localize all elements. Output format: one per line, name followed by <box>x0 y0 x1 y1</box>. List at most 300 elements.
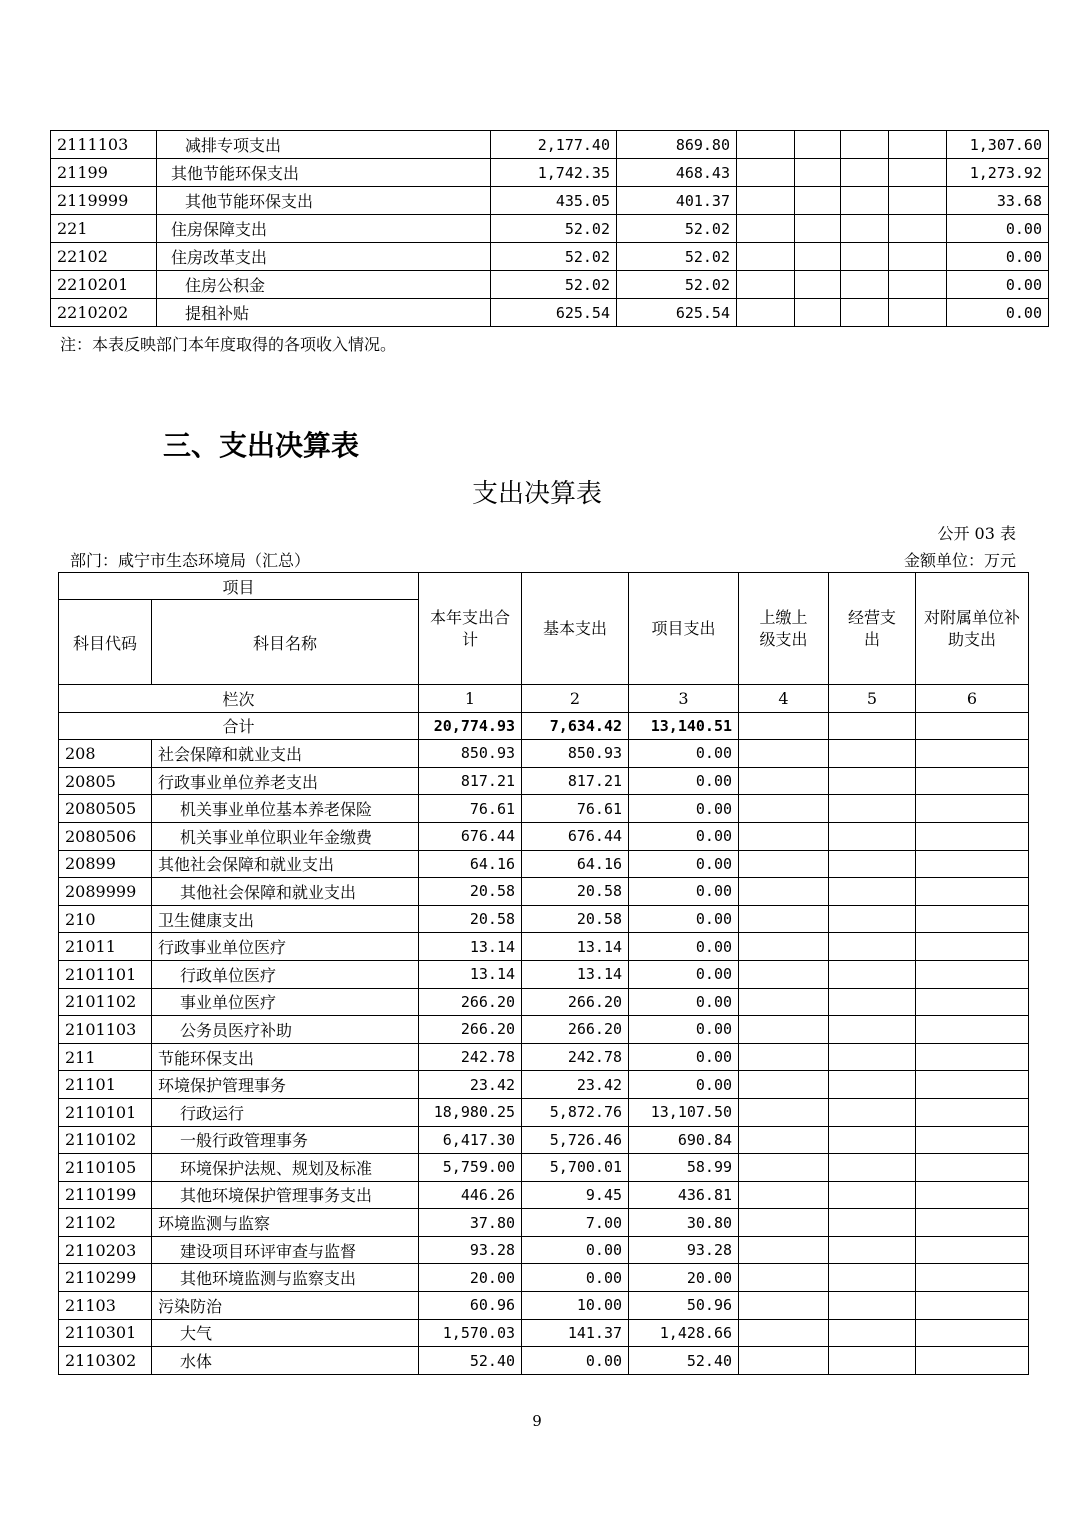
table-row <box>59 1126 1029 1154</box>
table-title: 支出决算表 <box>471 479 602 509</box>
subject-code: 2110299 <box>59 1264 152 1292</box>
table-row <box>59 1071 1029 1099</box>
upper-payment-cell <box>739 1292 829 1320</box>
subject-name: 节能环保支出 <box>152 1043 419 1071</box>
business-expenditure-cell <box>829 1043 916 1071</box>
header-code: 科目代码 <box>59 600 152 685</box>
table-note: 注：本表反映部门本年度取得的各项收入情况。 <box>60 335 397 354</box>
empty-cell <box>889 215 947 243</box>
basic-expenditure-cell: 676.44 <box>522 822 629 850</box>
total-expenditure-cell: 446.26 <box>419 1181 522 1209</box>
subject-name: 公务员医疗补助 <box>152 1016 419 1044</box>
business-expenditure-cell <box>829 1098 916 1126</box>
subject-code: 2110203 <box>59 1236 152 1264</box>
subject-code: 2119999 <box>51 187 157 215</box>
column-number: 5 <box>829 685 916 713</box>
subsidy-cell <box>916 850 1029 878</box>
upper-payment-cell <box>739 1181 829 1209</box>
upper-payment-cell <box>739 1154 829 1182</box>
empty-cell <box>889 187 947 215</box>
total-row-business <box>829 712 916 740</box>
subject-name: 机关事业单位职业年金缴费 <box>152 822 419 850</box>
subsidy-cell <box>916 1181 1029 1209</box>
table-row <box>59 1154 1029 1182</box>
subject-name: 环境保护管理事务 <box>152 1071 419 1099</box>
basic-expenditure-cell: 20.58 <box>522 905 629 933</box>
amount-cell: 0.00 <box>947 215 1049 243</box>
total-expenditure-cell: 242.78 <box>419 1043 522 1071</box>
unit-label: 金额单位：万元 <box>903 551 1016 570</box>
subject-name: 污染防治 <box>152 1292 419 1320</box>
subsidy-cell <box>916 795 1029 823</box>
project-expenditure-cell: 0.00 <box>629 905 739 933</box>
total-row-upper <box>739 712 829 740</box>
subsidy-cell <box>916 878 1029 906</box>
upper-payment-cell <box>739 933 829 961</box>
project-expenditure-cell: 436.81 <box>629 1181 739 1209</box>
basic-expenditure-cell: 0.00 <box>522 1236 629 1264</box>
subject-code: 2101102 <box>59 988 152 1016</box>
subsidy-cell <box>916 822 1029 850</box>
basic-expenditure-cell: 141.37 <box>522 1319 629 1347</box>
subject-name: 社会保障和就业支出 <box>152 740 419 768</box>
total-expenditure-cell: 20.58 <box>419 905 522 933</box>
subject-code: 210 <box>59 905 152 933</box>
subject-code: 211 <box>59 1043 152 1071</box>
upper-payment-cell <box>739 1236 829 1264</box>
page-number: 9 <box>532 1412 542 1430</box>
header-subsidy: 对附属单位补助支出 <box>916 573 1029 685</box>
subject-code: 2101103 <box>59 1016 152 1044</box>
business-expenditure-cell <box>829 822 916 850</box>
income-table-continuation <box>50 130 1049 327</box>
total-expenditure-cell: 676.44 <box>419 822 522 850</box>
empty-cell <box>737 215 795 243</box>
table-row <box>59 960 1029 988</box>
empty-cell <box>795 271 841 299</box>
subsidy-cell <box>916 1292 1029 1320</box>
table-row <box>59 850 1029 878</box>
subject-code: 22102 <box>51 243 157 271</box>
empty-cell <box>737 243 795 271</box>
basic-expenditure-cell: 0.00 <box>522 1264 629 1292</box>
basic-expenditure-cell: 266.20 <box>522 1016 629 1044</box>
amount-cell: 1,273.92 <box>947 159 1049 187</box>
upper-payment-cell <box>739 1264 829 1292</box>
subsidy-cell <box>916 905 1029 933</box>
table-row <box>59 1098 1029 1126</box>
business-expenditure-cell <box>829 850 916 878</box>
total-expenditure-cell: 93.28 <box>419 1236 522 1264</box>
subject-name: 卫生健康支出 <box>152 905 419 933</box>
table-row <box>51 243 1049 271</box>
project-expenditure-cell: 52.40 <box>629 1347 739 1375</box>
upper-payment-cell <box>739 850 829 878</box>
business-expenditure-cell <box>829 1319 916 1347</box>
expenditure-table-body <box>59 740 1029 1375</box>
project-expenditure-cell: 690.84 <box>629 1126 739 1154</box>
table-row <box>51 299 1049 327</box>
business-expenditure-cell <box>829 960 916 988</box>
department-label: 部门：咸宁市生态环境局（汇总） <box>70 551 311 570</box>
empty-cell <box>889 299 947 327</box>
subsidy-cell <box>916 1043 1029 1071</box>
subject-name: 其他社会保障和就业支出 <box>152 878 419 906</box>
header-project: 项目支出 <box>629 573 739 685</box>
subject-name: 其他环境监测与监察支出 <box>152 1264 419 1292</box>
total-expenditure-cell: 13.14 <box>419 933 522 961</box>
empty-cell <box>737 271 795 299</box>
project-expenditure-cell: 20.00 <box>629 1264 739 1292</box>
upper-payment-cell <box>739 905 829 933</box>
empty-cell <box>737 131 795 159</box>
header-upper: 上缴上级支出 <box>739 573 829 685</box>
project-expenditure-cell: 1,428.66 <box>629 1319 739 1347</box>
upper-payment-cell <box>739 1319 829 1347</box>
table-row <box>59 1319 1029 1347</box>
business-expenditure-cell <box>829 1292 916 1320</box>
table-row <box>59 740 1029 768</box>
amount-cell: 468.43 <box>617 159 737 187</box>
empty-cell <box>795 215 841 243</box>
basic-expenditure-cell: 13.14 <box>522 960 629 988</box>
subsidy-cell <box>916 1016 1029 1044</box>
table-row <box>59 1264 1029 1292</box>
subject-code: 2111103 <box>51 131 157 159</box>
amount-cell: 1,742.35 <box>491 159 617 187</box>
subject-code: 20899 <box>59 850 152 878</box>
table-row <box>51 271 1049 299</box>
upper-payment-cell <box>739 822 829 850</box>
empty-cell <box>841 131 889 159</box>
project-expenditure-cell: 0.00 <box>629 740 739 768</box>
subsidy-cell <box>916 1098 1029 1126</box>
basic-expenditure-cell: 5,872.76 <box>522 1098 629 1126</box>
amount-cell: 52.02 <box>491 215 617 243</box>
basic-expenditure-cell: 5,700.01 <box>522 1154 629 1182</box>
subject-name: 行政事业单位养老支出 <box>152 767 419 795</box>
column-number: 6 <box>916 685 1029 713</box>
total-expenditure-cell: 266.20 <box>419 988 522 1016</box>
table-row <box>59 1016 1029 1044</box>
amount-cell: 52.02 <box>491 243 617 271</box>
business-expenditure-cell <box>829 1154 916 1182</box>
empty-cell <box>889 131 947 159</box>
subject-code: 2110105 <box>59 1154 152 1182</box>
upper-payment-cell <box>739 740 829 768</box>
project-expenditure-cell: 0.00 <box>629 1016 739 1044</box>
total-expenditure-cell: 23.42 <box>419 1071 522 1099</box>
subject-code: 2080505 <box>59 795 152 823</box>
subject-code: 20805 <box>59 767 152 795</box>
total-row-subsidy <box>916 712 1029 740</box>
subsidy-cell <box>916 1071 1029 1099</box>
total-expenditure-cell: 52.40 <box>419 1347 522 1375</box>
table-row <box>59 1236 1029 1264</box>
subject-name: 其他节能环保支出 <box>157 187 491 215</box>
form-code: 公开 03 表 <box>937 524 1016 543</box>
upper-payment-cell <box>739 1209 829 1237</box>
project-expenditure-cell: 58.99 <box>629 1154 739 1182</box>
subject-code: 221 <box>51 215 157 243</box>
total-expenditure-cell: 13.14 <box>419 960 522 988</box>
empty-cell <box>841 271 889 299</box>
subject-code: 2110302 <box>59 1347 152 1375</box>
upper-payment-cell <box>739 767 829 795</box>
business-expenditure-cell <box>829 1347 916 1375</box>
table-row <box>51 215 1049 243</box>
basic-expenditure-cell: 266.20 <box>522 988 629 1016</box>
project-expenditure-cell: 0.00 <box>629 960 739 988</box>
subsidy-cell <box>916 1154 1029 1182</box>
subsidy-cell <box>916 960 1029 988</box>
total-expenditure-cell: 817.21 <box>419 767 522 795</box>
subject-code: 2101101 <box>59 960 152 988</box>
subject-code: 2080506 <box>59 822 152 850</box>
header-name: 科目名称 <box>152 600 419 685</box>
basic-expenditure-cell: 20.58 <box>522 878 629 906</box>
header-item: 项目 <box>59 573 419 600</box>
business-expenditure-cell <box>829 1236 916 1264</box>
basic-expenditure-cell: 13.14 <box>522 933 629 961</box>
project-expenditure-cell: 0.00 <box>629 988 739 1016</box>
total-expenditure-cell: 18,980.25 <box>419 1098 522 1126</box>
project-expenditure-cell: 50.96 <box>629 1292 739 1320</box>
subject-code: 2110301 <box>59 1319 152 1347</box>
upper-payment-cell <box>739 1098 829 1126</box>
amount-cell: 625.54 <box>617 299 737 327</box>
total-expenditure-cell: 266.20 <box>419 1016 522 1044</box>
business-expenditure-cell <box>829 740 916 768</box>
business-expenditure-cell <box>829 767 916 795</box>
subject-name: 环境监测与监察 <box>152 1209 419 1237</box>
basic-expenditure-cell: 76.61 <box>522 795 629 823</box>
amount-cell: 625.54 <box>491 299 617 327</box>
business-expenditure-cell <box>829 1264 916 1292</box>
amount-cell: 52.02 <box>617 215 737 243</box>
subject-code: 2110199 <box>59 1181 152 1209</box>
project-expenditure-cell: 0.00 <box>629 767 739 795</box>
total-expenditure-cell: 5,759.00 <box>419 1154 522 1182</box>
empty-cell <box>737 187 795 215</box>
column-number: 4 <box>739 685 829 713</box>
project-expenditure-cell: 13,107.50 <box>629 1098 739 1126</box>
subject-name: 建设项目环评审查与监督 <box>152 1236 419 1264</box>
subject-code: 2110101 <box>59 1098 152 1126</box>
project-expenditure-cell: 0.00 <box>629 878 739 906</box>
upper-payment-cell <box>739 1126 829 1154</box>
subsidy-cell <box>916 1209 1029 1237</box>
basic-expenditure-cell: 5,726.46 <box>522 1126 629 1154</box>
table-row <box>59 1043 1029 1071</box>
subsidy-cell <box>916 740 1029 768</box>
total-expenditure-cell: 1,570.03 <box>419 1319 522 1347</box>
basic-expenditure-cell: 10.00 <box>522 1292 629 1320</box>
empty-cell <box>795 131 841 159</box>
empty-cell <box>841 243 889 271</box>
empty-cell <box>795 243 841 271</box>
total-expenditure-cell: 850.93 <box>419 740 522 768</box>
table-row <box>59 1292 1029 1320</box>
total-row-label: 合计 <box>59 712 419 740</box>
subsidy-cell <box>916 767 1029 795</box>
subsidy-cell <box>916 933 1029 961</box>
empty-cell <box>737 159 795 187</box>
subsidy-cell <box>916 988 1029 1016</box>
project-expenditure-cell: 30.80 <box>629 1209 739 1237</box>
expenditure-table <box>58 572 1029 1375</box>
amount-cell: 869.80 <box>617 131 737 159</box>
total-expenditure-cell: 64.16 <box>419 850 522 878</box>
upper-payment-cell <box>739 795 829 823</box>
subject-name: 提租补贴 <box>157 299 491 327</box>
basic-expenditure-cell: 7.00 <box>522 1209 629 1237</box>
table-row <box>59 878 1029 906</box>
subject-name: 行政运行 <box>152 1098 419 1126</box>
subject-code: 21101 <box>59 1071 152 1099</box>
project-expenditure-cell: 0.00 <box>629 933 739 961</box>
amount-cell: 0.00 <box>947 271 1049 299</box>
header-total: 本年支出合计 <box>419 573 522 685</box>
subject-name: 其他环境保护管理事务支出 <box>152 1181 419 1209</box>
empty-cell <box>841 187 889 215</box>
empty-cell <box>889 159 947 187</box>
table-row <box>59 933 1029 961</box>
subject-name: 住房改革支出 <box>157 243 491 271</box>
amount-cell: 0.00 <box>947 299 1049 327</box>
amount-cell: 0.00 <box>947 243 1049 271</box>
project-expenditure-cell: 0.00 <box>629 850 739 878</box>
subsidy-cell <box>916 1126 1029 1154</box>
table-row <box>59 988 1029 1016</box>
business-expenditure-cell <box>829 988 916 1016</box>
subject-name: 减排专项支出 <box>157 131 491 159</box>
column-number: 1 <box>419 685 522 713</box>
project-expenditure-cell: 0.00 <box>629 795 739 823</box>
basic-expenditure-cell: 0.00 <box>522 1347 629 1375</box>
amount-cell: 1,307.60 <box>947 131 1049 159</box>
subject-name: 一般行政管理事务 <box>152 1126 419 1154</box>
business-expenditure-cell <box>829 1209 916 1237</box>
empty-cell <box>737 299 795 327</box>
total-row-basic: 7,634.42 <box>522 712 629 740</box>
business-expenditure-cell <box>829 905 916 933</box>
subject-code: 21011 <box>59 933 152 961</box>
subject-code: 21102 <box>59 1209 152 1237</box>
empty-cell <box>889 243 947 271</box>
subject-name: 行政单位医疗 <box>152 960 419 988</box>
upper-payment-cell <box>739 988 829 1016</box>
table-row <box>59 1347 1029 1375</box>
subject-code: 21103 <box>59 1292 152 1320</box>
upper-payment-cell <box>739 1071 829 1099</box>
section-heading: 三、支出决算表 <box>163 429 360 462</box>
basic-expenditure-cell: 850.93 <box>522 740 629 768</box>
upper-payment-cell <box>739 1016 829 1044</box>
empty-cell <box>841 215 889 243</box>
upper-payment-cell <box>739 1347 829 1375</box>
subject-code: 21199 <box>51 159 157 187</box>
income-table-body <box>51 131 1049 327</box>
table-row <box>59 795 1029 823</box>
subsidy-cell <box>916 1347 1029 1375</box>
table-row <box>59 1181 1029 1209</box>
subject-name: 大气 <box>152 1319 419 1347</box>
subject-code: 2089999 <box>59 878 152 906</box>
subject-code: 2210202 <box>51 299 157 327</box>
total-expenditure-cell: 60.96 <box>419 1292 522 1320</box>
empty-cell <box>795 159 841 187</box>
subsidy-cell <box>916 1236 1029 1264</box>
upper-payment-cell <box>739 960 829 988</box>
subject-name: 住房保障支出 <box>157 215 491 243</box>
business-expenditure-cell <box>829 1016 916 1044</box>
business-expenditure-cell <box>829 1126 916 1154</box>
subject-name: 水体 <box>152 1347 419 1375</box>
upper-payment-cell <box>739 878 829 906</box>
project-expenditure-cell: 0.00 <box>629 1043 739 1071</box>
project-expenditure-cell: 93.28 <box>629 1236 739 1264</box>
amount-cell: 52.02 <box>491 271 617 299</box>
empty-cell <box>795 299 841 327</box>
empty-cell <box>795 187 841 215</box>
basic-expenditure-cell: 64.16 <box>522 850 629 878</box>
subsidy-cell <box>916 1264 1029 1292</box>
table-row <box>51 131 1049 159</box>
subject-name: 住房公积金 <box>157 271 491 299</box>
amount-cell: 33.68 <box>947 187 1049 215</box>
total-expenditure-cell: 6,417.30 <box>419 1126 522 1154</box>
header-basic: 基本支出 <box>522 573 629 685</box>
table-row <box>59 822 1029 850</box>
total-expenditure-cell: 20.00 <box>419 1264 522 1292</box>
amount-cell: 2,177.40 <box>491 131 617 159</box>
header-business: 经营支出 <box>829 573 916 685</box>
amount-cell: 435.05 <box>491 187 617 215</box>
empty-cell <box>841 159 889 187</box>
empty-cell <box>841 299 889 327</box>
amount-cell: 52.02 <box>617 243 737 271</box>
expenditure-table-header <box>59 573 1029 740</box>
business-expenditure-cell <box>829 1071 916 1099</box>
basic-expenditure-cell: 817.21 <box>522 767 629 795</box>
total-expenditure-cell: 37.80 <box>419 1209 522 1237</box>
column-number: 3 <box>629 685 739 713</box>
amount-cell: 401.37 <box>617 187 737 215</box>
business-expenditure-cell <box>829 1181 916 1209</box>
business-expenditure-cell <box>829 933 916 961</box>
total-row-total: 20,774.93 <box>419 712 522 740</box>
subject-name: 机关事业单位基本养老保险 <box>152 795 419 823</box>
column-number: 2 <box>522 685 629 713</box>
subject-name: 事业单位医疗 <box>152 988 419 1016</box>
subject-name: 其他节能环保支出 <box>157 159 491 187</box>
subject-name: 环境保护法规、规划及标准 <box>152 1154 419 1182</box>
subject-code: 2110102 <box>59 1126 152 1154</box>
project-expenditure-cell: 0.00 <box>629 1071 739 1099</box>
total-row-project: 13,140.51 <box>629 712 739 740</box>
amount-cell: 52.02 <box>617 271 737 299</box>
project-expenditure-cell: 0.00 <box>629 822 739 850</box>
upper-payment-cell <box>739 1043 829 1071</box>
business-expenditure-cell <box>829 878 916 906</box>
business-expenditure-cell <box>829 795 916 823</box>
column-number-label: 栏次 <box>59 685 419 713</box>
basic-expenditure-cell: 9.45 <box>522 1181 629 1209</box>
basic-expenditure-cell: 242.78 <box>522 1043 629 1071</box>
table-row <box>59 1209 1029 1237</box>
subject-name: 其他社会保障和就业支出 <box>152 850 419 878</box>
